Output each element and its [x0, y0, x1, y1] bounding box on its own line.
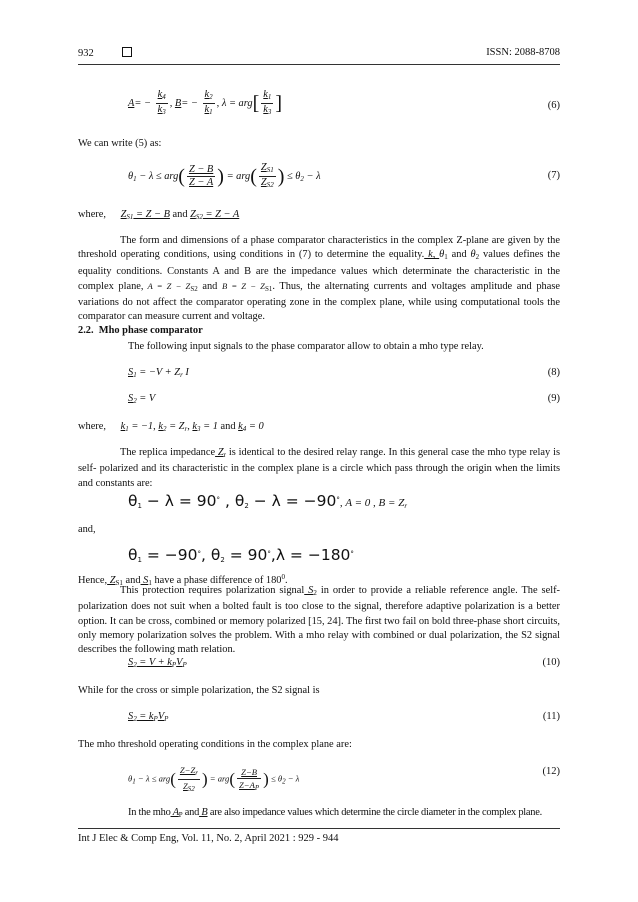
text-cross-polarization: While for the cross or simple polarization, the S2 signal is	[78, 685, 320, 696]
footer-rule	[78, 828, 560, 829]
equation-9-number: (9)	[547, 393, 560, 404]
equation-10: $S_2 = V + k_PV_P$	[128, 657, 187, 669]
square-icon	[122, 47, 132, 57]
equation-12-number: (12)	[542, 766, 560, 777]
paragraph-replica-impedance: The replica impedance $Z_r$ is identical to the desired relay range. In this general case the mho type relay is self- polarized and its characteristic in the complex plane is a circle which pass through the origin when the limits and constants are:	[78, 447, 560, 489]
where-definitions-2: where, $k_1 = -1$, $k_2 = Z_r$, $k_3 = 1$ and $k_4 = 0$	[78, 421, 264, 433]
equation-9: $S_2 = V$	[128, 393, 156, 405]
paragraph-phase-comparator: The form and dimensions of a phase comparator characteristics in the complex Z-plane are given by the threshold operating conditions, using conditions in (7) to determine the equality. k, $\theta_1$ and $\theta_2$ values defines the equality conditions. Constants A and B are the impedance values which determinate the characteristic in the complex plane, $A = Z - Z_{S2}$ and $B = Z - Z_{S1}$. Thus, the alternating currents and voltages amplitude and phase variations do not affect the comparator operating zone in the complex plane, while using computational tools the comparator can measure current and voltage.	[78, 235, 560, 323]
text-hence: Hence, $Z_{S1}$ and $S_1$ have a phase difference of $180^0$.	[78, 573, 288, 587]
text-we-can-write: We can write (5) as:	[78, 138, 162, 149]
footer-journal: Int J Elec & Comp Eng, Vol. 11, No. 2, April 2021 : 929 - 944	[78, 833, 339, 844]
equation-6: A= − $\frac{k_4}{k_3}$ , B= − $\frac{k_2}{k_1}$ , λ = arg[ $\frac{k_1}{k_3}$ ]	[128, 89, 283, 116]
header-rule	[78, 64, 560, 65]
where-definitions-1: where, $Z_{S1} = Z - B$ and $Z_{S2} = Z - A$	[78, 209, 240, 221]
paragraph-circle-diameter: In the mho $A_P$ and B are also impedance values which determine the circle diameter in the complex plane.	[128, 807, 542, 819]
equation-8-number: (8)	[547, 367, 560, 378]
equation-11: $S_2 = k_PV_P$	[128, 711, 169, 723]
text-threshold-conditions: The mho threshold operating conditions in the complex plane are:	[78, 739, 352, 750]
page-number: 932	[78, 48, 94, 59]
issn: ISSN: 2088-8708	[486, 47, 560, 58]
equation-7-number: (7)	[547, 170, 560, 181]
paragraph-polarization: This protection requires polarization signal $S_2$ in order to provide a reliable reference angle. The self-polarization does not suit when a bolted fault is too close to the signal, therefore adaptive polarization is a better option. It can be cross, combined or memory polarized [15, 24]. The first two fail on bold three-phase short circuits, only memory polarization solves the problem. With a mho relay with combined or dual polarization, the S2 signal describes the following math relation.	[78, 585, 560, 656]
equation-6-number: (6)	[547, 100, 560, 111]
equation-10-number: (10)	[542, 657, 560, 668]
equation-7: $\theta_1 - \lambda \le arg$( $\frac{Z - B}{Z - A}$ ) = arg( $\frac{Z_{S1}}{Z_{S2}}$ ) ≤ $\theta_2 - \lambda$	[128, 162, 321, 189]
equation-12: $\theta_1 - \lambda \le arg$( $\frac{Z-Z_r}{Z_{S2}}$ ) = arg( $\frac{Z-B}{Z-A_P}$ ) ≤ $\theta_2 - \lambda$	[128, 765, 300, 793]
paragraph-input-signals: The following input signals to the phase comparator allow to obtain a mho type relay.	[128, 341, 484, 352]
and-label: and,	[78, 524, 96, 535]
limits-equation-1: $\theta_1 - \lambda = 90^\circ$ , $\theta_2 - \lambda = -90^\circ$, A = 0 , $B = Z_r$	[128, 492, 408, 510]
limits-equation-2: $\theta_1 = -90^\circ$, $\theta_2 = 90^\circ,\lambda = -180^\circ$	[128, 546, 354, 564]
section-heading: 2.2. Mho phase comparator	[78, 325, 203, 336]
equation-11-number: (11)	[542, 711, 560, 722]
page-header	[78, 47, 132, 59]
equation-8: $S_1 = -V + Z_r$ I	[128, 367, 189, 379]
